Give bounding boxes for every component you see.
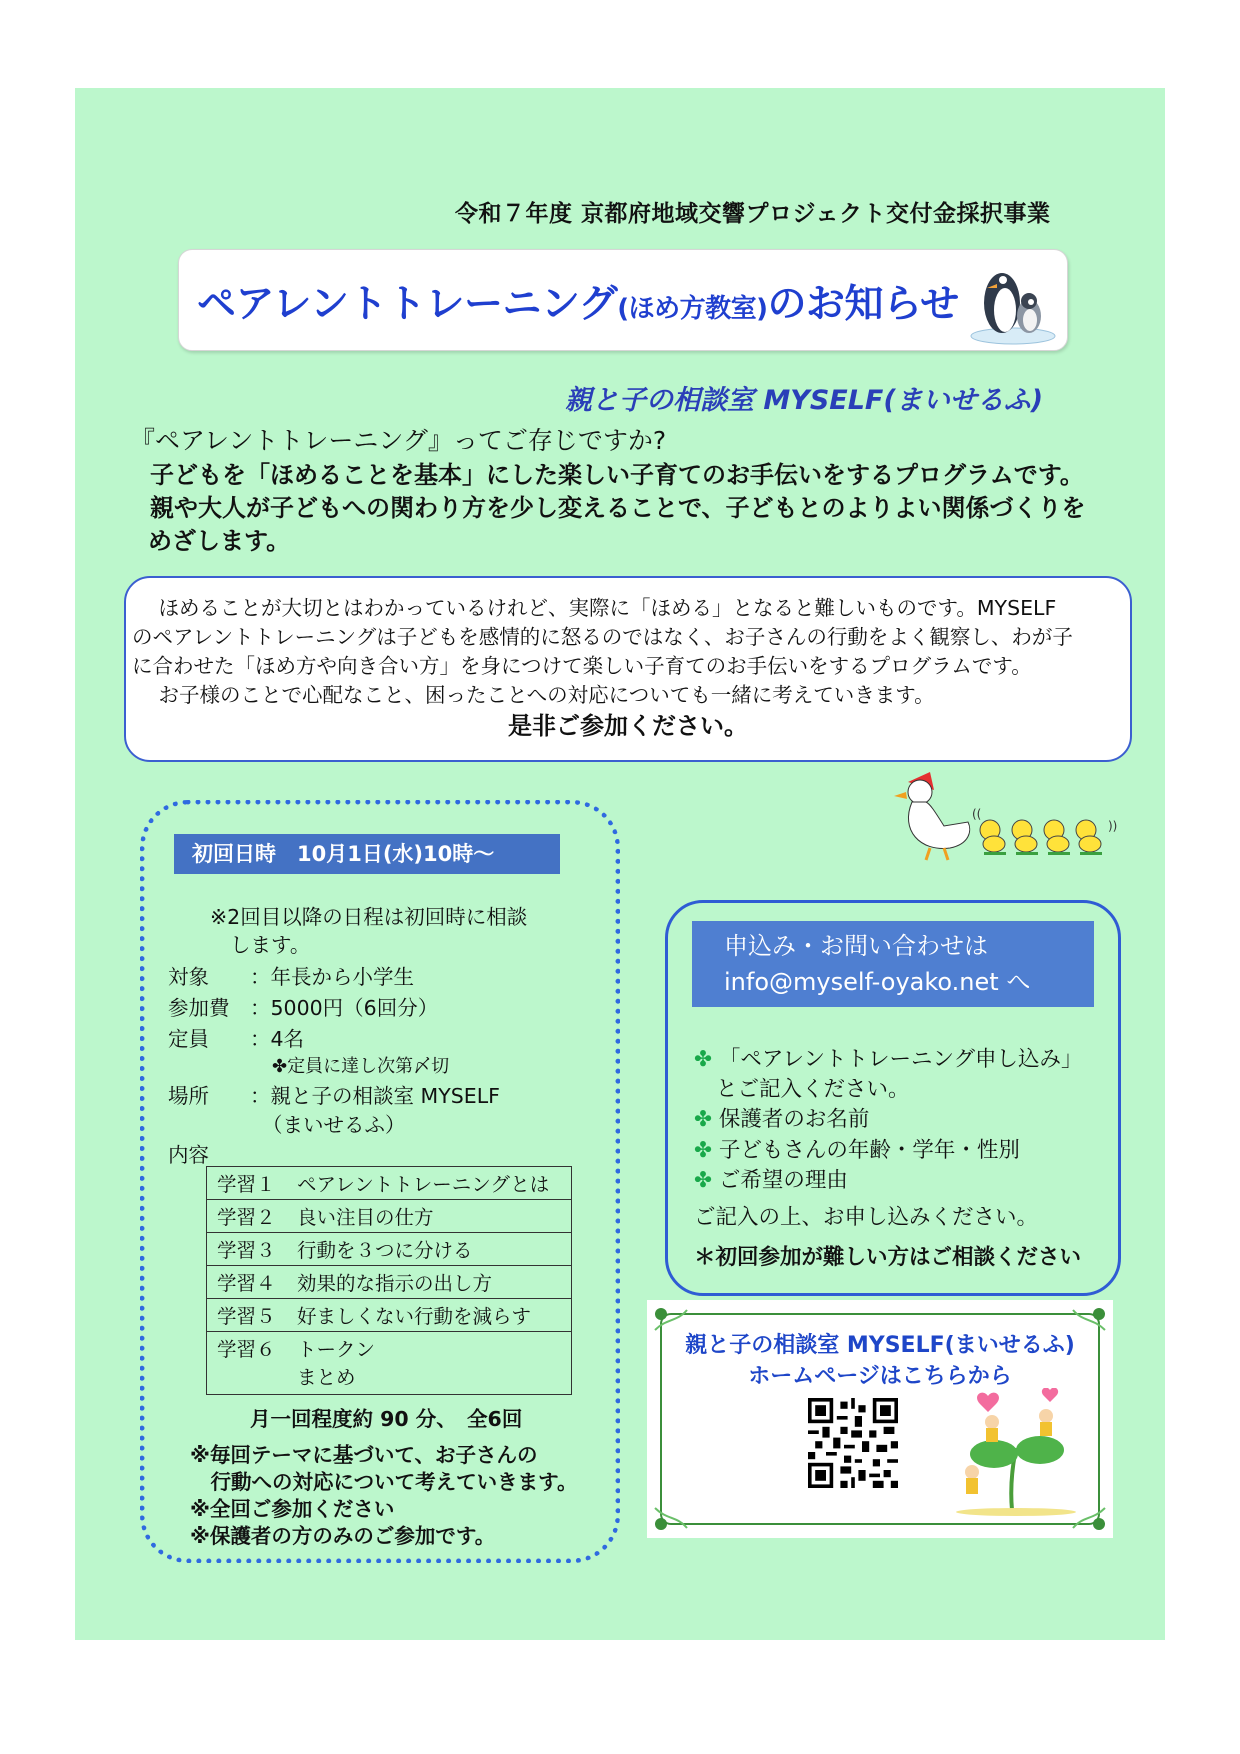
lesson-title: トークン	[297, 1338, 376, 1361]
lesson-title: 行動を３つに分ける	[297, 1239, 473, 1262]
message-box	[124, 576, 1132, 762]
target-value: ：年長から小学生	[250, 965, 414, 989]
first-date-bar: 初回日時 10月1日(水)10時～	[174, 834, 560, 874]
table-row	[207, 1233, 572, 1266]
message-line: に合わせた「ほめ方や向き合い方」を身につけて楽しい子育てのお手伝いをするプログラムです。	[132, 654, 1032, 678]
lesson-number: 学習６	[217, 1338, 276, 1361]
place-label: 場所	[168, 1084, 209, 1108]
homepage-line: 親と子の相談室 MYSELF(まいせるふ)	[685, 1333, 1075, 1358]
subsidy-line: 令和７年度 京都府地域交響プロジェクト交付金採択事業	[455, 201, 1051, 227]
lesson-title-cont: まとめ	[297, 1366, 356, 1389]
frequency-text: 月一回程度約 90 分、 全6回	[250, 1407, 523, 1431]
contact-email[interactable]: info@myself-oyako.net へ	[724, 968, 1031, 996]
content-label: 内容	[168, 1143, 209, 1167]
title-banner	[178, 249, 1068, 351]
intro-line: 親や大人が子どもへの関わり方を少し変えることで、子どもとのよりよい関係づくりを	[150, 494, 1086, 522]
lesson-number: 学習１	[217, 1173, 276, 1196]
title-main: ペアレントトレーニング	[197, 282, 618, 327]
lesson-number: 学習３	[217, 1239, 276, 1262]
schedule-footnote: 行動への対応について考えていきます。	[190, 1470, 578, 1494]
lesson-title: 良い注目の仕方	[297, 1206, 434, 1229]
lesson-title: 効果的な指示の出し方	[297, 1272, 493, 1295]
place-value: ：親と子の相談室 MYSELF	[250, 1084, 500, 1108]
clover-icon: ✤	[694, 1138, 713, 1163]
contact-item: ✤ ご希望の理由	[694, 1168, 848, 1193]
schedule-footnote: ※毎回テーマに基づいて、お子さんの	[190, 1443, 538, 1467]
homepage-caption	[647, 1330, 1113, 1392]
schedule-note: ※2回目以降の日程は初回時に相談	[210, 905, 528, 929]
schedule-note-cont: します。	[230, 933, 311, 957]
title-sub: (ほめ方教室)	[617, 294, 768, 324]
lesson-number: 学習４	[217, 1272, 276, 1295]
message-line: お子様のことで心配なこと、困ったことへの対応についても一緒に考えていきます。	[138, 683, 935, 707]
lesson-table	[206, 1166, 572, 1395]
contact-header	[692, 921, 1094, 1007]
organizer-name: 親と子の相談室 MYSELF(まいせるふ)	[565, 385, 1044, 416]
fee-label: 参加費	[168, 996, 230, 1020]
lesson-title: 好ましくない行動を減らす	[297, 1305, 532, 1328]
intro-line: 子どもを「ほめることを基本」にした楽しい子育てのお手伝いをするプログラムです。	[150, 461, 1084, 489]
table-row	[207, 1167, 572, 1200]
target-label: 対象	[168, 965, 209, 989]
question-heading: 『ペアレントトレーニング』ってご存じですか?	[130, 426, 667, 455]
table-row	[207, 1299, 572, 1332]
title-suffix: のお知らせ	[767, 282, 959, 327]
page-title	[197, 273, 959, 329]
message-line: ほめることが大切とはわかっているけれど、実際に「ほめる」となると難しいものです。MYSELF	[138, 596, 1057, 620]
svg-text:)): ))	[1108, 819, 1118, 833]
lesson-number: 学習２	[217, 1206, 276, 1229]
penguin-illustration-icon	[967, 258, 1057, 346]
intro-paragraph	[150, 459, 1110, 558]
table-row	[207, 1266, 572, 1299]
contact-item-cont: とご記入ください。	[716, 1077, 910, 1102]
capacity-note: ✤定員に達し次第〆切	[272, 1056, 450, 1077]
contact-item: ✤ 保護者のお名前	[694, 1107, 870, 1132]
message-line: のペアレントトレーニングは子どもを感情的に怒るのではなく、お子さんの行動をよく観察し、わが子	[132, 625, 1073, 649]
intro-line: めざします。	[148, 527, 291, 555]
lesson-number: 学習５	[217, 1305, 276, 1328]
table-row	[207, 1200, 572, 1233]
schedule-footnote: ※保護者の方のみのご参加です。	[190, 1524, 496, 1548]
clover-icon: ✤	[694, 1107, 713, 1132]
duck-family-illustration-icon	[890, 770, 1130, 870]
qr-code-icon[interactable]	[808, 1398, 898, 1488]
clover-icon: ✤	[694, 1047, 713, 1072]
clover-icon: ✤	[694, 1168, 713, 1193]
homepage-line: ホームページはこちらから	[748, 1364, 1012, 1389]
schedule-footnote: ※全回ご参加ください	[190, 1497, 395, 1521]
contact-item: ✤ 「ペアレントトレーニング申し込み」	[694, 1047, 1083, 1072]
children-illustration-icon	[950, 1388, 1085, 1516]
svg-text:((: ((	[972, 807, 982, 821]
place-value-cont: （まいせるふ）	[262, 1113, 406, 1137]
contact-header-line: 申込み・お問い合わせは	[724, 932, 988, 960]
contact-closing: ご記入の上、お申し込みください。	[694, 1205, 1039, 1230]
contact-item: ✤ 子どもさんの年齢・学年・性別	[694, 1138, 1020, 1163]
message-cta: 是非ご参加ください。	[508, 712, 748, 740]
contact-note: ＊初回参加が難しい方はご相談ください	[694, 1245, 1082, 1270]
fee-value: ：5000円（6回分）	[250, 996, 439, 1020]
lesson-title: ペアレントトレーニングとは	[297, 1173, 550, 1196]
table-row	[207, 1332, 572, 1395]
capacity-value: ：4名	[250, 1027, 305, 1051]
capacity-label: 定員	[168, 1027, 209, 1051]
